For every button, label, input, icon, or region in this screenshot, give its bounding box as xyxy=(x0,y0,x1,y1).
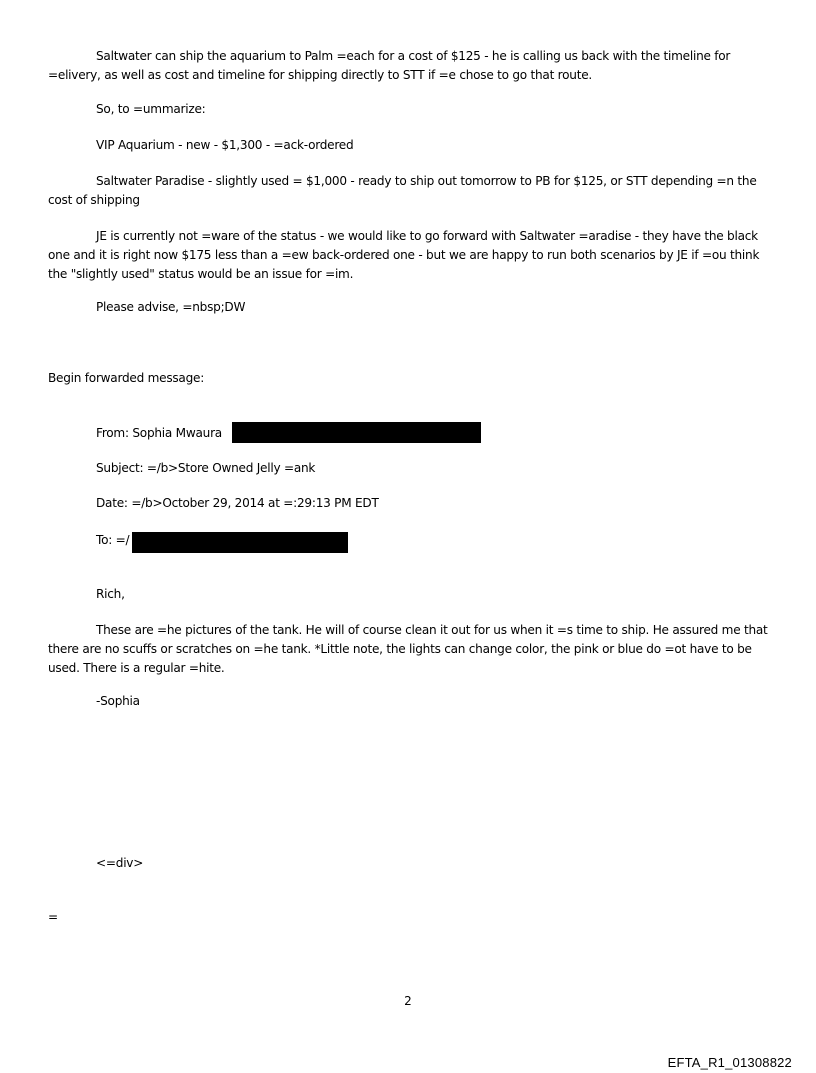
greeting: Rich, xyxy=(96,587,125,601)
from-line: From: Sophia Mwaura xyxy=(96,426,222,440)
advise-line: Please advise, =nbsp;DW xyxy=(96,300,246,314)
summary-intro: So, to =ummarize: xyxy=(96,102,206,116)
forwarded-header: Begin forwarded message: xyxy=(48,371,205,385)
paragraph-je-status: JE is currently not =ware of the status - we would like to go forward with Saltwater =aradise - they have the black one and it is right now $175 less than a =ew back-ordered one - but we are happy to run both scenarios by JE if =ou think the "slightly used" status would be an issue for =im. xyxy=(48,229,760,281)
subject-line: Subject: =/b>Store Owned Jelly =ank xyxy=(96,461,316,475)
redaction-block xyxy=(232,422,481,443)
vip-aquarium-line: VIP Aquarium - new - $1,300 - =ack-ordered xyxy=(96,138,354,152)
paragraph-shipping: Saltwater can ship the aquarium to Palm =each for a cost of $125 - he is calling us back with the timeline for =elivery, as well as cost and timeline for shipping directly to STT if =e chose to go that route. xyxy=(48,49,731,82)
to-line: To: =/ xyxy=(96,533,130,547)
trailing-equals: = xyxy=(48,910,58,924)
date-line: Date: =/b>October 29, 2014 at =:29:13 PM EDT xyxy=(96,496,379,510)
bates-number: EFTA_R1_01308822 xyxy=(667,1055,792,1070)
signature: -Sophia xyxy=(96,694,140,708)
div-tag-line: <=div> xyxy=(96,856,144,870)
paragraph-saltwater-paradise: Saltwater Paradise - slightly used = $1,000 - ready to ship out tomorrow to PB for $125, or STT depending =n the cost of shipping xyxy=(48,174,757,207)
message-body: These are =he pictures of the tank. He will of course clean it out for us when it =s time to ship. He assured me that there are no scuffs or scratches on =he tank. *Little note, the lights can change color, the pink or blue do =ot have to be used. There is a regular =hite. xyxy=(48,623,768,675)
page-number: 2 xyxy=(404,994,412,1008)
redaction-block xyxy=(132,532,348,553)
